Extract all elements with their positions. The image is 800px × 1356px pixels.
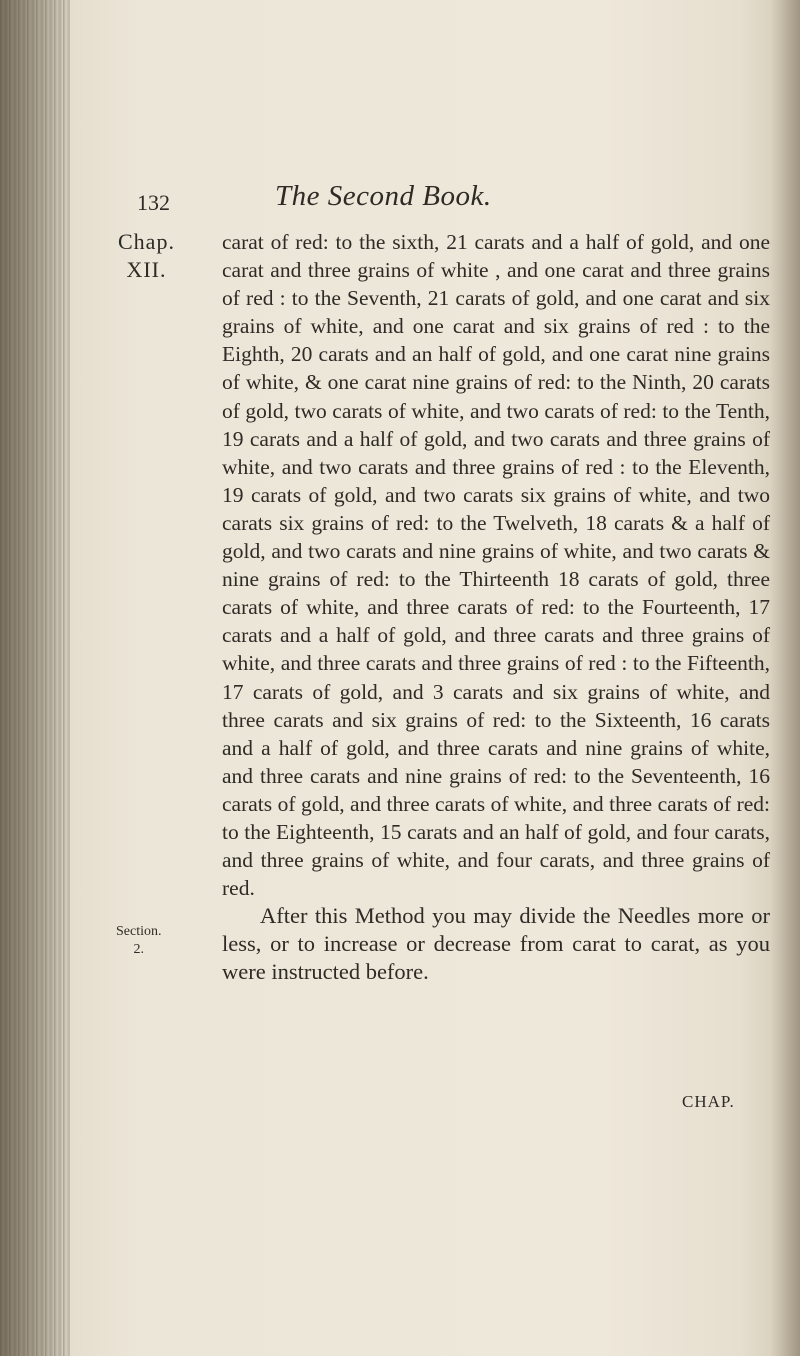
margin-section-label: Section. (116, 924, 162, 939)
paragraph-carats-table: carat of red: to the sixth, 21 carats and a half of gold, and one carat and three grains of white , and one carat and three grains of red : to the Seventh, 21 carats of gold, and one carat and six grains of white, and one carat and six grains of red : to the Eighth, 20 carats and an half of gold, and one carat nine grains of white, & one carat nine grains of red: to the Ninth, 20 carats of gold, two carats of white, and two carats of red: to the Tenth, 19 carats and a half of gold, and two carats and three grains of white, and two carats and three grains of red : to the Eleventh, 19 carats of gold, and two carats six grains of white, and two carats six grains of red: to the Twelveth, 18 carats & a half of gold, and two carats and nine grains of white, and two carats & nine grains of red: to the Thirteenth 18 carats of gold, three carats of white, and three carats of red: to the Fourteenth, 17 carats and a half of gold, and three carats and three grains of white, and three carats and three grains of red : to the Fifteenth, 17 carats of gold, and 3 carats and six grains of white, and three carats and six grains of red: to the Sixteenth, 16 carats and a half of gold, and three carats and nine grains of white, and three carats and nine grains of red: to the Seventeenth, 16 carats of gold, and three carats of white, and three carats of red: to the Eighteenth, 15 carats and an half of gold, and four carats, and three grains of white, and four carats, and three grains of red. (222, 230, 770, 901)
paragraph-method: After this Method you may divide the Needles more or less, or to increase or decrease from carat to carat, as you were instructed before. (222, 903, 770, 985)
margin-chapter-note (118, 228, 175, 284)
catchword: CHAP. (682, 1092, 735, 1111)
body-text (222, 228, 770, 987)
binding-gutter (0, 0, 70, 1356)
page-edge-shadow (770, 0, 800, 1356)
margin-section-note (116, 923, 162, 959)
margin-chapter-number: XII. (126, 257, 167, 282)
margin-chapter-label: Chap. (118, 229, 175, 254)
page-number: 132 (137, 190, 170, 215)
running-head: The Second Book. (275, 180, 492, 212)
margin-section-number: 2. (133, 942, 144, 957)
